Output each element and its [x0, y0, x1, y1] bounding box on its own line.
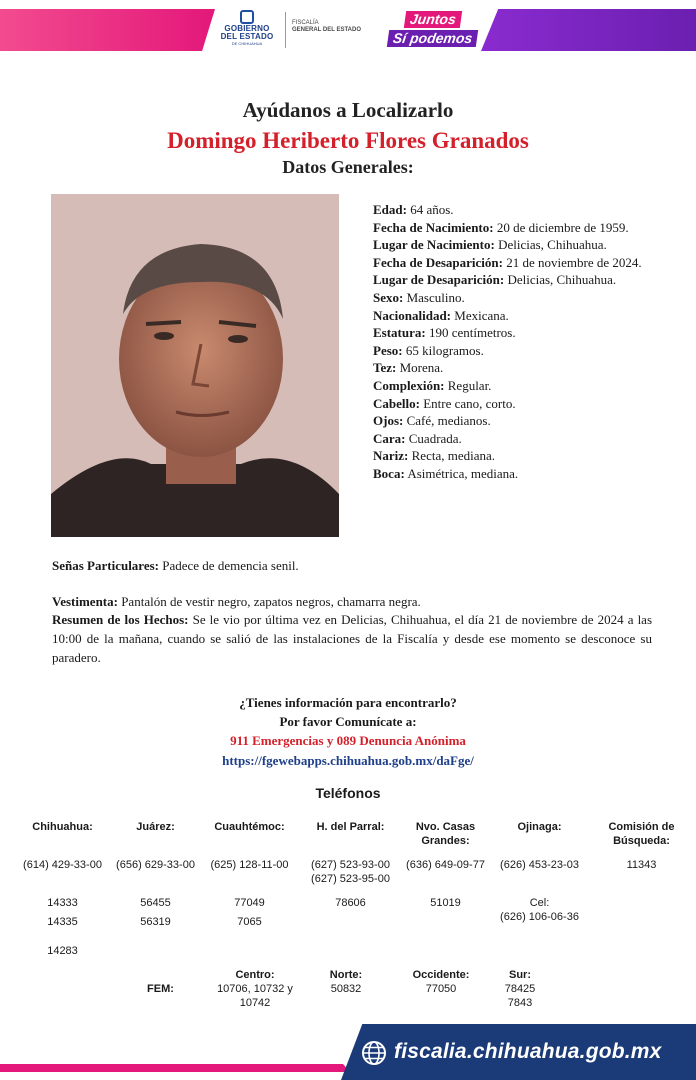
ojinaga-header: Ojinaga: [517, 821, 562, 833]
chihuahua-header: Chihuahua: [32, 821, 93, 833]
footer-site-link[interactable]: fiscalia.chihuahua.gob.mx [394, 1040, 662, 1063]
parral-phone2: (627) 523-95-00 [311, 873, 390, 885]
boca-value: Asimétrica, mediana. [404, 465, 519, 481]
gobierno-emblem-icon [240, 10, 254, 24]
person-photo [51, 194, 339, 537]
juarez-ext1: 56455 [140, 897, 171, 909]
senas-label: Señas Particulares: [52, 558, 159, 573]
fem-centro-ext2: 10742 [239, 997, 271, 1009]
fem-sur-header: Sur: [509, 969, 531, 981]
cara-label: Cara: [373, 430, 406, 446]
chihuahua-ext1: 14333 [47, 897, 78, 909]
edad-value: 64 años. [406, 202, 454, 217]
vestimenta-value: Pantalón de vestir negro, zapatos negros, chamarra negra. [117, 594, 421, 609]
juarez-header: Juárez: [136, 821, 175, 833]
contact-question: ¿Tienes información para encontrarlo? [239, 695, 457, 710]
emergency-numbers: 911 Emergencias y 089 Denuncia Anónima [230, 733, 466, 748]
fiscalia-logo [292, 20, 361, 34]
boca-label: Boca: [373, 465, 405, 481]
slogan-logo [384, 11, 482, 49]
complexion-value: Regular. [444, 377, 492, 393]
ojos-label: Ojos: [373, 413, 404, 429]
fem-norte-header: Norte: [329, 969, 363, 981]
fem-sur-ext2: 7843 [507, 997, 533, 1009]
resumen-label: Resumen de los Hechos: [52, 612, 189, 627]
person-name: Domingo Heriberto Flores Granados [167, 128, 529, 153]
cuauhtemoc-ext2: 7065 [237, 916, 262, 928]
footer-pink-band [0, 1064, 350, 1072]
person-portrait-icon [51, 194, 339, 537]
lugar-nacimiento-value: Delicias, Chihuahua. [494, 237, 607, 253]
chihuahua-ext3: 14283 [47, 945, 78, 957]
estatura-value: 190 centímetros. [425, 325, 516, 341]
cuauhtemoc-ext1: 77049 [234, 897, 265, 909]
cabello-label: Cabello: [373, 395, 420, 411]
ojos-value: Café, medianos. [403, 413, 491, 429]
fem-centro-header: Centro: [235, 969, 275, 981]
slogan-line2: Sí podemos [387, 30, 479, 47]
ojinaga-cel-label: Cel: [529, 897, 550, 909]
fem-sur-ext1: 78425 [504, 983, 536, 995]
gobierno-line1: GOBIERNO [224, 24, 270, 33]
senas-value: Padece de demencia senil. [159, 558, 299, 573]
nvo-casas-header-line2: Grandes: [421, 835, 470, 847]
comision-header-line2: Búsqueda: [613, 835, 670, 847]
header-purple-band [481, 9, 696, 51]
juarez-ext2: 56319 [140, 916, 171, 928]
fiscalia-line1: FISCALÍA [292, 20, 319, 26]
nariz-value: Recta, mediana. [408, 448, 496, 464]
fecha-desaparicion-label: Fecha de Desaparición: [373, 254, 503, 270]
page-title: Ayúdanos a Localizarlo [242, 98, 454, 122]
gobierno-logo [214, 10, 280, 52]
nvo-casas-phone: (636) 649-09-77 [406, 859, 485, 871]
nvo-casas-ext1: 51019 [430, 897, 461, 909]
complexion-label: Complexión: [373, 377, 445, 393]
parral-phone1: (627) 523-93-00 [311, 859, 390, 871]
ojinaga-phone: (626) 453-23-03 [500, 859, 579, 871]
juarez-phone: (656) 629-33-00 [116, 859, 195, 871]
sexo-label: Sexo: [373, 289, 404, 305]
cabello-value: Entre cano, corto. [419, 395, 516, 411]
nariz-label: Nariz: [373, 448, 409, 464]
comision-header-line1: Comisión de [608, 821, 675, 833]
datos-generales [373, 201, 663, 483]
lugar-nacimiento-label: Lugar de Nacimiento: [373, 237, 495, 253]
globe-icon [361, 1040, 387, 1066]
vestimenta-label: Vestimenta: [52, 594, 118, 609]
chihuahua-ext2: 14335 [47, 916, 78, 928]
header-divider [285, 12, 286, 48]
vestimenta [52, 592, 652, 611]
peso-label: Peso: [373, 342, 403, 358]
edad-label: Edad: [373, 202, 407, 217]
fem-occidente-ext: 77050 [425, 983, 457, 995]
gobierno-line3: DE CHIHUAHUA [231, 41, 263, 46]
report-url-link[interactable]: https://fgewebapps.chihuahua.gob.mx/daFge/ [222, 753, 474, 768]
parral-ext1: 78606 [335, 897, 366, 909]
fiscalia-line2: GENERAL DEL ESTADO [292, 27, 362, 33]
fecha-nacimiento-value: 20 de diciembre de 1959. [493, 219, 629, 235]
tez-value: Morena. [396, 360, 444, 376]
telefonos-title: Teléfonos [315, 785, 381, 801]
senas-particulares [52, 556, 652, 575]
nacionalidad-value: Mexicana. [451, 307, 509, 323]
section-title: Datos Generales: [282, 157, 414, 177]
header-pink-band [0, 9, 215, 51]
estatura-label: Estatura: [373, 325, 426, 341]
comision-phone: 11343 [626, 859, 657, 871]
fem-centro-ext1: 10706, 10732 y [217, 983, 293, 995]
contact-please: Por favor Comunícate a: [279, 714, 417, 729]
fem-norte-ext: 50832 [330, 983, 362, 995]
chihuahua-phone: (614) 429-33-00 [23, 859, 102, 871]
lugar-desaparicion-value: Delicias, Chihuahua. [504, 272, 617, 288]
cuauhtemoc-phone: (625) 128-11-00 [210, 859, 289, 871]
cara-value: Cuadrada. [405, 430, 462, 446]
nvo-casas-header-line1: Nvo. Casas [415, 821, 476, 833]
parral-header: H. del Parral: [316, 821, 385, 833]
nacionalidad-label: Nacionalidad: [373, 307, 452, 323]
fem-label: FEM: [147, 983, 174, 995]
resumen-hechos [52, 610, 652, 667]
lugar-desaparicion-label: Lugar de Desaparición: [373, 272, 505, 288]
fecha-desaparicion-value: 21 de noviembre de 2024. [502, 254, 642, 270]
cuauhtemoc-header: Cuauhtémoc: [214, 821, 285, 833]
gobierno-line2: DEL ESTADO [220, 32, 274, 41]
fecha-nacimiento-label: Fecha de Nacimiento: [373, 219, 494, 235]
resumen-value: Se le vio por última vez en Delicias, Chihuahua, el día 21 de noviembre de 2024 a las 10:00 de la mañana, cuando se salió de las instalaciones de la Fiscalía y desde ese momento se desconoce su paradero. [52, 612, 653, 665]
fem-occidente-header: Occidente: [412, 969, 470, 981]
peso-value: 65 kilogramos. [402, 342, 484, 358]
ojinaga-cel: (626) 106-06-36 [500, 911, 579, 923]
sexo-value: Masculino. [403, 289, 465, 305]
slogan-line1: Juntos [404, 11, 462, 28]
tez-label: Tez: [373, 360, 397, 376]
